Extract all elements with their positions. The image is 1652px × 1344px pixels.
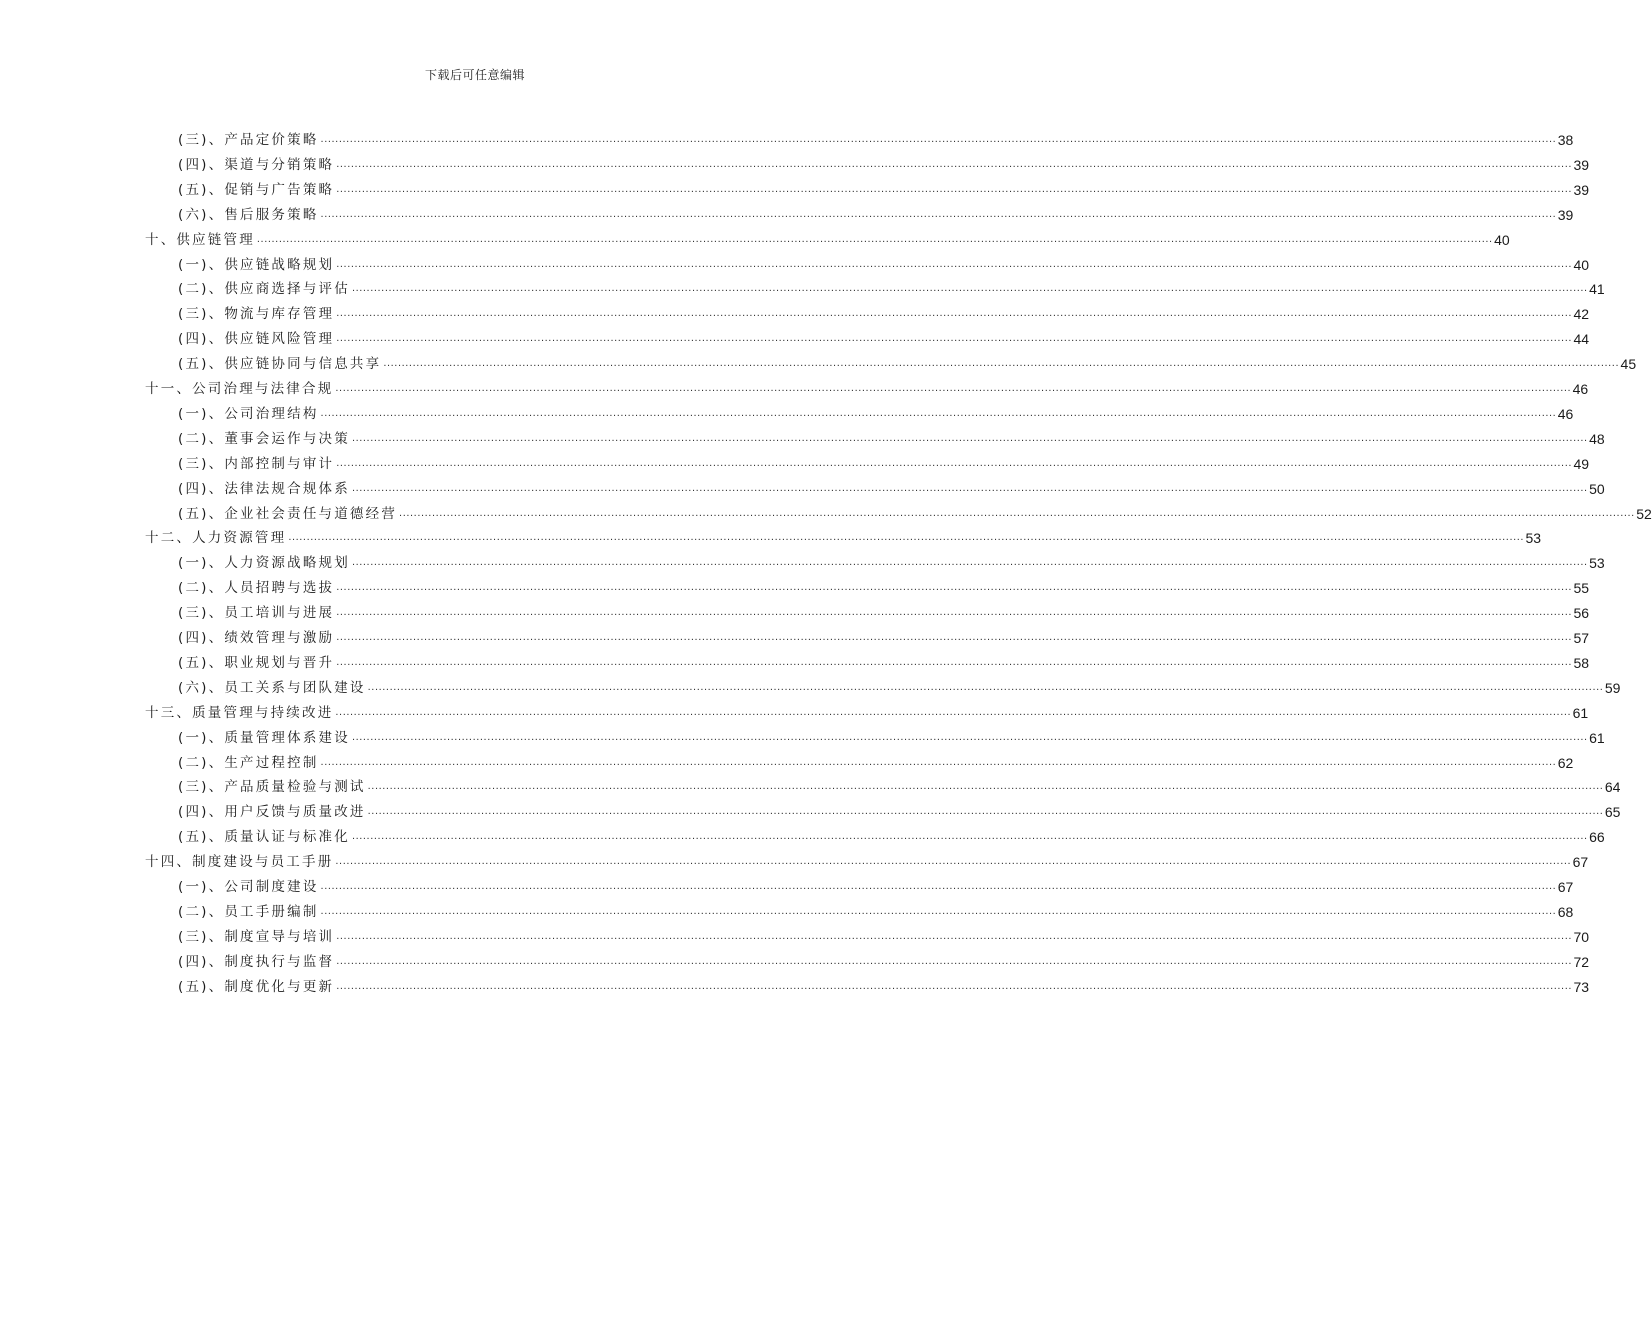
toc-entry-title: 十四、制度建设与员工手册	[145, 854, 334, 871]
toc-dot-leader: ..................................................................................................................................................................................................................................................................................................................................................	[336, 929, 1573, 942]
toc-entry-title: (三)、产品质量检验与测试	[178, 779, 366, 796]
toc-page-number: 39	[1573, 156, 1590, 173]
toc-page-number: 38	[1557, 132, 1574, 148]
toc-page-number: 67	[1572, 854, 1589, 871]
toc-section-entry[interactable]	[178, 349, 1637, 373]
toc-section-entry[interactable]	[178, 548, 1605, 572]
toc-entry-title: (四)、制度执行与监督	[178, 953, 335, 970]
toc-dot-leader: ..................................................................................................................................................................................................................................................................................................................................................	[351, 830, 1588, 843]
toc-dot-leader: ..................................................................................................................................................................................................................................................................................................................................................	[320, 406, 1557, 419]
toc-chapter-entry[interactable]	[145, 225, 1510, 249]
toc-page-number: 40	[1494, 231, 1510, 248]
toc-entry-title: (三)、员工培训与进展	[178, 605, 335, 622]
toc-page-number: 53	[1525, 530, 1542, 547]
toc-section-entry[interactable]	[178, 324, 1590, 348]
toc-dot-leader: ..................................................................................................................................................................................................................................................................................................................................................	[320, 880, 1557, 892]
toc-entry-title: (五)、促销与广告策略	[178, 181, 335, 198]
toc-entry-title: (一)、质量管理体系建设	[178, 729, 350, 746]
toc-dot-leader: ..................................................................................................................................................................................................................................................................................................................................................	[288, 531, 1525, 544]
toc-page-number: 72	[1573, 953, 1590, 970]
toc-page-number: 40	[1573, 256, 1590, 273]
toc-entry-title: (一)、公司制度建设	[178, 879, 319, 895]
toc-entry-title: 十三、质量管理与持续改进	[145, 704, 334, 721]
toc-page-number: 61	[1589, 729, 1605, 746]
toc-page-number: 56	[1573, 605, 1590, 622]
toc-dot-leader: ..................................................................................................................................................................................................................................................................................................................................................	[399, 506, 1635, 519]
toc-section-entry[interactable]	[178, 250, 1590, 274]
toc-entry-title: (四)、绩效管理与激励	[178, 630, 335, 646]
toc-section-entry[interactable]	[178, 573, 1590, 597]
toc-page-number: 39	[1557, 206, 1574, 223]
toc-page-number: 59	[1604, 679, 1621, 696]
toc-dot-leader: ..................................................................................................................................................................................................................................................................................................................................................	[367, 780, 1604, 793]
toc-entry-title: (四)、用户反馈与质量改进	[178, 804, 366, 821]
toc-dot-leader: ..................................................................................................................................................................................................................................................................................................................................................	[351, 556, 1588, 569]
toc-section-entry[interactable]	[178, 424, 1605, 448]
toc-entry-title: 十一、公司治理与法律合规	[145, 381, 334, 397]
toc-dot-leader: ..................................................................................................................................................................................................................................................................................................................................................	[351, 431, 1588, 444]
toc-section-entry[interactable]	[178, 623, 1590, 647]
toc-section-entry[interactable]	[178, 499, 1652, 523]
toc-page-number: 41	[1589, 281, 1605, 298]
toc-entry-title: (三)、产品定价策略	[178, 132, 319, 148]
toc-page-number: 73	[1573, 978, 1590, 995]
toc-entry-title: (四)、渠道与分销策略	[178, 156, 335, 173]
toc-chapter-entry[interactable]	[145, 847, 1589, 871]
toc-dot-leader: ..................................................................................................................................................................................................................................................................................................................................................	[336, 157, 1573, 170]
toc-entry-title: (四)、供应链风险管理	[178, 331, 335, 348]
toc-section-entry[interactable]	[178, 125, 1574, 149]
toc-entry-title: (二)、供应商选择与评估	[178, 281, 350, 298]
toc-dot-leader: ..................................................................................................................................................................................................................................................................................................................................................	[336, 954, 1573, 967]
toc-page-number: 57	[1573, 630, 1590, 646]
toc-page-number: 44	[1573, 331, 1590, 348]
toc-page-number: 70	[1573, 928, 1590, 945]
toc-page-number: 65	[1604, 804, 1621, 821]
toc-section-entry[interactable]	[178, 723, 1605, 747]
toc-dot-leader: ..................................................................................................................................................................................................................................................................................................................................................	[336, 257, 1573, 270]
toc-section-entry[interactable]	[178, 274, 1605, 298]
toc-dot-leader: ..................................................................................................................................................................................................................................................................................................................................................	[351, 730, 1588, 743]
toc-dot-leader: ..................................................................................................................................................................................................................................................................................................................................................	[335, 705, 1572, 718]
toc-section-entry[interactable]	[178, 748, 1574, 772]
toc-dot-leader: ..................................................................................................................................................................................................................................................................................................................................................	[320, 207, 1557, 220]
toc-dot-leader: ..................................................................................................................................................................................................................................................................................................................................................	[336, 606, 1573, 619]
toc-section-entry[interactable]	[178, 150, 1590, 174]
toc-dot-leader: ..................................................................................................................................................................................................................................................................................................................................................	[351, 481, 1588, 494]
toc-dot-leader: ..................................................................................................................................................................................................................................................................................................................................................	[383, 357, 1620, 370]
toc-section-entry[interactable]	[178, 598, 1590, 622]
toc-section-entry[interactable]	[178, 673, 1621, 697]
toc-page-number: 46	[1557, 405, 1574, 422]
toc-section-entry[interactable]	[178, 200, 1574, 224]
toc-dot-leader: ..................................................................................................................................................................................................................................................................................................................................................	[336, 655, 1573, 668]
toc-page-number: 68	[1557, 903, 1574, 920]
toc-section-entry[interactable]	[178, 648, 1590, 672]
toc-entry-title: (六)、员工关系与团队建设	[178, 679, 366, 696]
toc-page-number: 49	[1573, 455, 1590, 472]
toc-page-number: 48	[1589, 430, 1605, 447]
toc-entry-title: (二)、生产过程控制	[178, 754, 319, 771]
toc-entry-title: (四)、法律法规合规体系	[178, 480, 350, 497]
toc-page-number: 55	[1573, 580, 1590, 597]
toc-dot-leader: ..................................................................................................................................................................................................................................................................................................................................................	[336, 307, 1573, 320]
page-header: 下载后可任意编辑	[424, 68, 525, 82]
toc-page-number: 45	[1620, 356, 1637, 373]
toc-section-entry[interactable]	[178, 972, 1590, 996]
toc-dot-leader: ..................................................................................................................................................................................................................................................................................................................................................	[367, 805, 1604, 818]
toc-entry-title: (五)、供应链协同与信息共享	[178, 356, 382, 373]
toc-entry-title: (三)、内部控制与审计	[178, 455, 335, 472]
toc-dot-leader: ..................................................................................................................................................................................................................................................................................................................................................	[367, 680, 1604, 693]
toc-entry-title: (五)、企业社会责任与道德经营	[178, 505, 398, 522]
toc-dot-leader: ..................................................................................................................................................................................................................................................................................................................................................	[336, 332, 1573, 345]
toc-dot-leader: ..................................................................................................................................................................................................................................................................................................................................................	[336, 581, 1573, 594]
toc-page-number: 50	[1589, 480, 1605, 497]
toc-section-entry[interactable]	[178, 897, 1574, 921]
toc-page-number: 66	[1589, 829, 1605, 846]
toc-dot-leader: ..................................................................................................................................................................................................................................................................................................................................................	[351, 282, 1588, 295]
toc-dot-leader: ..................................................................................................................................................................................................................................................................................................................................................	[336, 979, 1573, 992]
toc-section-entry[interactable]	[178, 872, 1574, 896]
toc-page-number: 46	[1572, 381, 1589, 397]
toc-section-entry[interactable]	[178, 175, 1590, 199]
toc-chapter-entry[interactable]	[145, 374, 1589, 398]
toc-section-entry[interactable]	[178, 922, 1590, 946]
toc-dot-leader: ..................................................................................................................................................................................................................................................................................................................................................	[335, 382, 1572, 394]
toc-page-number: 53	[1589, 555, 1605, 572]
toc-dot-leader: ..................................................................................................................................................................................................................................................................................................................................................	[336, 182, 1573, 195]
toc-section-entry[interactable]	[178, 474, 1605, 498]
toc-entry-title: (二)、员工手册编制	[178, 903, 319, 920]
toc-entry-title: (六)、售后服务策略	[178, 206, 319, 223]
toc-chapter-entry[interactable]	[145, 523, 1542, 547]
toc-section-entry[interactable]	[178, 772, 1621, 796]
toc-entry-title: (三)、制度宣导与培训	[178, 928, 335, 945]
toc-page-number: 58	[1573, 654, 1590, 671]
toc-dot-leader: ..................................................................................................................................................................................................................................................................................................................................................	[320, 755, 1557, 768]
toc-section-entry[interactable]	[178, 797, 1621, 821]
toc-entry-title: (一)、人力资源战略规划	[178, 555, 350, 572]
toc-page-number: 39	[1573, 181, 1590, 198]
toc-entry-title: 十、供应链管理	[145, 231, 255, 248]
toc-dot-leader: ..................................................................................................................................................................................................................................................................................................................................................	[256, 232, 1493, 245]
toc-entry-title: (三)、物流与库存管理	[178, 306, 335, 323]
toc-section-entry[interactable]	[178, 449, 1590, 473]
toc-page-number: 61	[1572, 704, 1589, 721]
toc-dot-leader: ..................................................................................................................................................................................................................................................................................................................................................	[320, 133, 1557, 145]
toc-section-entry[interactable]	[178, 947, 1590, 971]
toc-entry-title: (五)、制度优化与更新	[178, 978, 335, 995]
toc-dot-leader: ..................................................................................................................................................................................................................................................................................................................................................	[336, 456, 1573, 469]
toc-entry-title: (五)、职业规划与晋升	[178, 654, 335, 671]
toc-section-entry[interactable]	[178, 399, 1574, 423]
toc-entry-title: 十二、人力资源管理	[145, 530, 287, 547]
toc-entry-title: (二)、人员招聘与选拔	[178, 580, 335, 597]
toc-section-entry[interactable]	[178, 822, 1605, 846]
toc-page-number: 42	[1573, 306, 1590, 323]
toc-dot-leader: ..................................................................................................................................................................................................................................................................................................................................................	[335, 855, 1572, 868]
toc-entry-title: (二)、董事会运作与决策	[178, 430, 350, 447]
toc-dot-leader: ..................................................................................................................................................................................................................................................................................................................................................	[320, 904, 1557, 917]
toc-page-number: 64	[1604, 779, 1621, 796]
toc-entry-title: (五)、质量认证与标准化	[178, 829, 350, 846]
toc-page-number: 67	[1557, 879, 1574, 895]
toc-page-number: 62	[1557, 754, 1574, 771]
toc-page-number: 52	[1636, 505, 1652, 522]
toc-entry-title: (一)、供应链战略规划	[178, 256, 335, 273]
toc-section-entry[interactable]	[178, 299, 1590, 323]
toc-chapter-entry[interactable]	[145, 698, 1589, 722]
toc-dot-leader: ..................................................................................................................................................................................................................................................................................................................................................	[336, 631, 1573, 643]
toc-entry-title: (一)、公司治理结构	[178, 405, 319, 422]
